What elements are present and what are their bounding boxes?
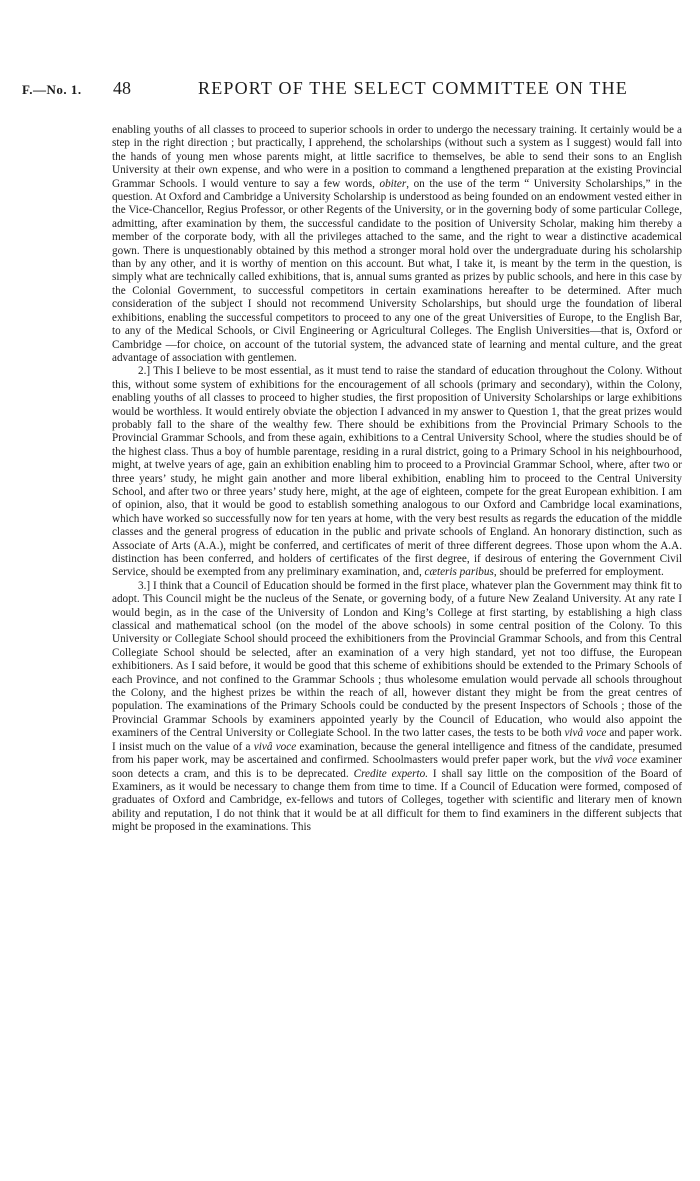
page-number: 48 [113, 78, 131, 98]
italic-phrase: vivâ voce [253, 740, 297, 753]
paragraph [112, 580, 682, 835]
text-run: examiner soon detects a cram, and this is to be deprecated. [112, 754, 683, 780]
italic-phrase: vivâ voce [564, 727, 607, 740]
paragraph [112, 124, 682, 365]
text-run: I shall say little on the composition of the Board of Examiners, as it would be necessary to change them from time to time. If a Council of Education were formed, composed of graduates of Oxford and Cambridge, ex-fellows and tutors of Colleges, together with scientific and literary men of known ability and reputation, I do not think that it would be at all difficult for them to find examiners in the different subjects that might be proposed in the examinations. This [112, 767, 682, 834]
italic-phrase: obiter [379, 177, 407, 190]
text-run: and paper work. I insist much on the value of a [112, 727, 682, 753]
text-run: , on the use of the term “ University Scholarships,” in the question. At Oxford and Cambridge a University Scholarship is understood as being founded on an endowment vested either in the Vice-Chancellor, Regius Professor, or other Regents of the University, or in the governing body of some particular College, admitting, after examination by them, the successful candidate to the position of University Scholar, making him thereby a member of the corporate body, with all the privileges attached to the same, and the right to wear a distinctive academical gown. There is unquestionably obtained by this method a stronger moral hold over the undergraduate during his scholarship than by any other, and it is worthy of mention on this account. But what, I take it, is meant by the term in the question, is simply what are technically called exhibitions, that is, annual sums granted as prizes by public schools, and here in this case by the Colonial Government, to successful competitors in certain examinations hereafter to be determined. After much consideration of the subject I should not recommend University Scholarships, but should urge the foundation of liberal exhibitions, enabling the successful competitors to proceed to any one of the great Universities of Europe, to the English Bar, to any of the Medical Schools, or Civil Engineering or Agricultural Colleges. The English Universities—that is, Oxford or Cambridge —for choice, on account of the tutorial system, the advanced state of learning and mental culture, and the great advantage of association with gentlemen. [112, 177, 682, 364]
text-run: 2.] This I believe to be most essential, as it must tend to raise the standard of education throughout the Colony. Without this, without some system of exhibitions for the encouragement of all schools (primary and secondary), within the Colony, enabling youths of all classes to proceed to higher studies, the first proposition of University Scholarships or large exhibitions would be worthless. It would entirely obviate the objection I advanced in my answer to Question 1, that the great prizes would probably fall to the share of the wealthy few. There should be exhibitions from the Provincial Primary Schools to the Provincial Grammar Schools, and from these again, exhibitions to a Central University School, where the studies should be of the highest class. Thus a boy of humble parentage, residing in a rural district, going to a Primary School in his neighbourhood, might, at twelve years of age, gain an exhibition enabling him to proceed to a Provincial Grammar School, where, after two or three years’ study, he might gain another and more liberal exhibition, enabling him to proceed to the Central University School, and after two or three years’ study here, might, at the age of eighteen, compete for the great European exhibition. I am of opinion, also, that it would be good to establish something analogous to our Oxford and Cambridge local examinations, which have worked so successfully now for ten years at home, with the very best results as regards the education of the middle classes and the general progress of education in the public and private schools of England. An honorary distinction, such as Associate of Arts (A.A.), might be conferred, and certificates of merit of three different degrees. Those upon whom the A.A. distinction has been conferred, and holders of certificates of the first degree, if desirous of entering the Government Civil Service, should be exempted from any preliminary examination, and, [112, 365, 682, 579]
page-header [0, 78, 700, 108]
text-run: examination, because the general intelligence and fitness of the candidate, presumed from his paper work, may be ascertained and confirmed. Schoolmasters would prefer paper work, but the [112, 740, 682, 767]
body-text [112, 124, 682, 835]
italic-phrase: cæteris paribus [424, 566, 494, 579]
running-title: REPORT OF THE SELECT COMMITTEE ON THE [198, 78, 629, 98]
italic-phrase: Credite experto. [353, 767, 428, 780]
text-run: , should be preferred for employment. [493, 566, 664, 579]
text-run: enabling youths of all classes to proceed to superior schools in order to undergo the necessary training. It certainly would be a step in the right direction ; but practically, I apprehend, the scholarships (without such a system as I suggest) would fall into the hands of young men whose parents might, at little sacrifice to themselves, be able to send their sons to an English University at their own expense, and who were in a position to command a lengthened preparation at the existing Provincial Grammar Schools. I would venture to say a few words, [112, 124, 682, 190]
paragraph [112, 365, 682, 580]
document-reference: F.—No. 1. [22, 82, 82, 97]
text-run: 3.] I think that a Council of Education should be formed in the first place, whatever plan the Government may think fit to adopt. This Council might be the nucleus of the Senate, or governing body, of a future New Zealand University. At any rate I would begin, as in the case of the University of London and King’s College at first starting, by establishing a high class classical and mathematical school (on the model of the above schools) in some central position of the Colony. To this University or Collegiate School should proceed the exhibitioners from the Provincial Grammar Schools, and from this Central Collegiate School should be selected, after an examination of a very high standard, yet not too diffuse, the European exhibitioners. As I said before, it would be good that this scheme of exhibitions should be extended to the Primary Schools of each Province, and not confined to the Grammar Schools ; thus wholesome emulation would pervade all schools throughout the Colony, and the highest prizes be within the reach of all, however distant they might be from the great centres of population. The examinations of the Primary Schools could be conducted by the present Inspectors of Schools ; those of the Provincial Grammar Schools by examiners appointed yearly by the Council of Education, who would also appoint the examiners of the Central University or Collegiate School. In the two latter cases, the tests to be both [112, 579, 682, 740]
italic-phrase: vivâ voce [594, 754, 638, 767]
